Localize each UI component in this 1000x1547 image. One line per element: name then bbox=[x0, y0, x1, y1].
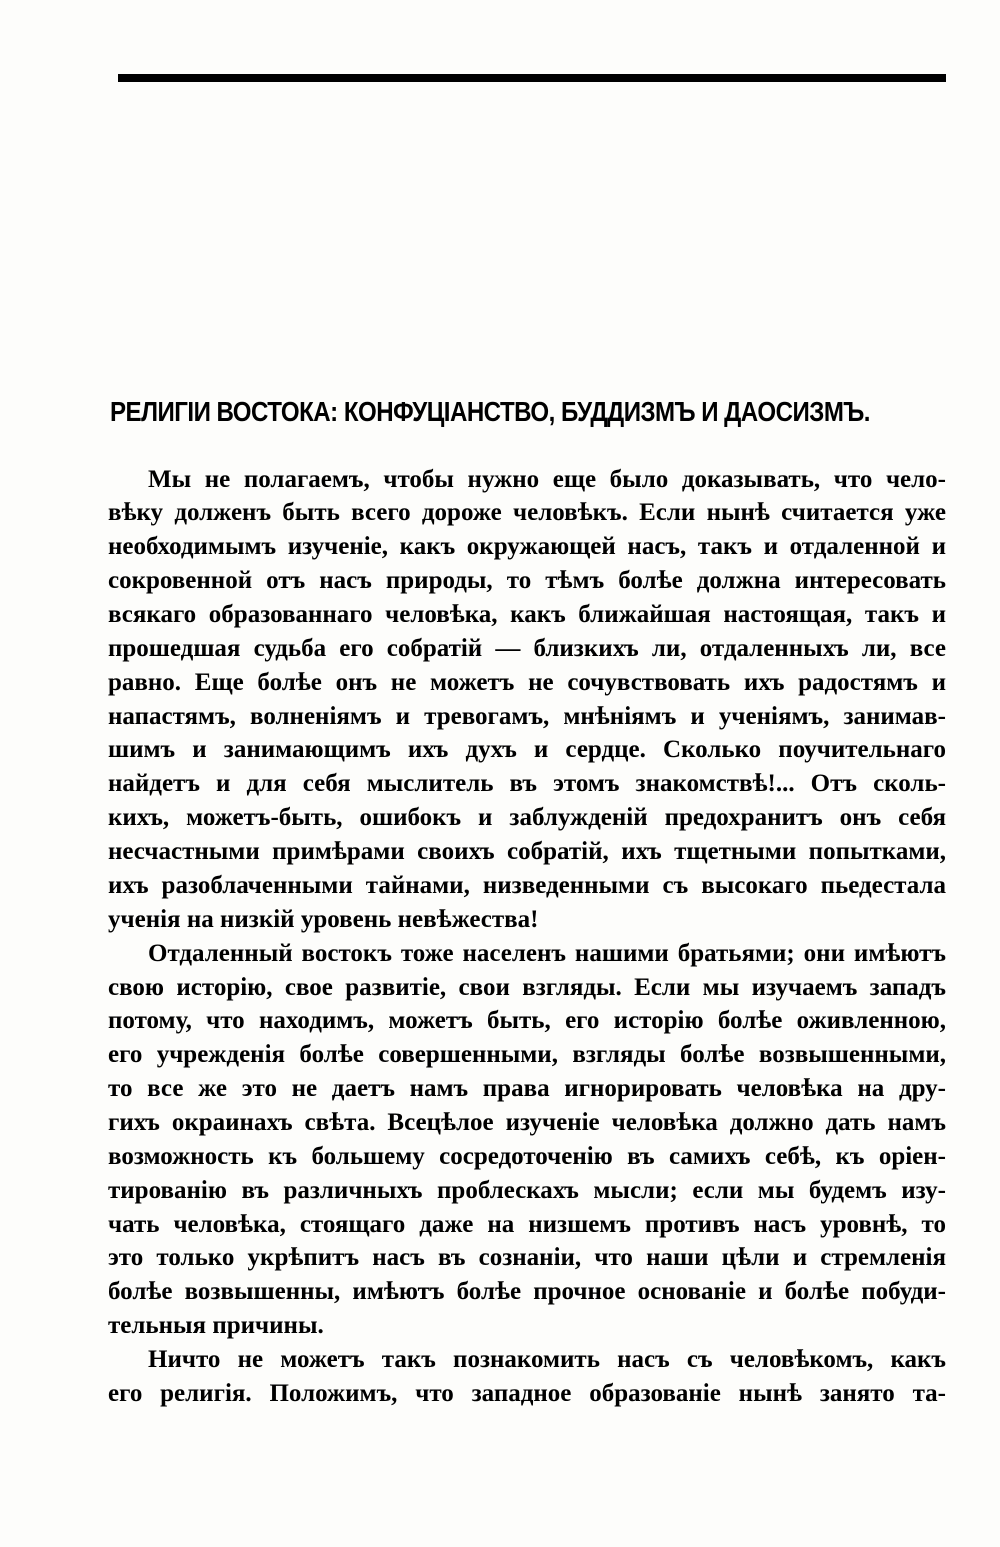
text-line: напастямъ, волненіямъ и тревогамъ, мнѣніямъ и ученіямъ, занимав- bbox=[108, 703, 946, 730]
text-line: кихъ, можетъ-быть, ошибокъ и заблужденій предохранитъ онъ себя bbox=[108, 804, 946, 831]
text-line: прошедшая судьба его собратій — близкихъ ли, отдаленныхъ ли, все bbox=[108, 635, 946, 662]
text-line: его учрежденія болѣе совершенными, взгляды болѣе возвышенными, bbox=[108, 1041, 946, 1068]
text-line: необходимымъ изученіе, какъ окружающей насъ, такъ и отдаленной и bbox=[108, 533, 946, 560]
text-line: то все же это не даетъ намъ права игнорировать человѣка на дру- bbox=[108, 1075, 946, 1102]
text-line: найдетъ и для себя мыслитель въ этомъ знакомствѣ!... Отъ сколь- bbox=[108, 770, 946, 797]
text-line: тированію въ различныхъ проблескахъ мысли; если мы будемъ изу- bbox=[108, 1177, 946, 1204]
text-line: сокровенной отъ насъ природы, то тѣмъ болѣе должна интересовать bbox=[108, 567, 946, 594]
text-line: гихъ окраинахъ свѣта. Всецѣлое изученіе человѣка должно дать намъ bbox=[108, 1109, 946, 1136]
text-line: возможность къ большему сосредоточенію въ самихъ себѣ, къ оріен- bbox=[108, 1143, 946, 1170]
top-rule bbox=[118, 74, 946, 82]
text-line: это только укрѣпитъ насъ въ сознаніи, что наши цѣли и стремленія bbox=[108, 1244, 946, 1271]
text-line: шимъ и занимающимъ ихъ духъ и сердце. Сколько поучительнаго bbox=[108, 736, 946, 763]
text-line: Мы не полагаемъ, чтобы нужно еще было доказывать, что чело- bbox=[148, 466, 946, 493]
chapter-title: РЕЛИГІИ ВОСТОКА: КОНФУЦІАНСТВО, БУДДИЗМЪ И ДАОСИЗМЪ. bbox=[110, 396, 870, 427]
text-line: равно. Еще болѣе онъ не можетъ не сочувствовать ихъ радостямъ и bbox=[108, 669, 946, 696]
text-line: Отдаленный востокъ тоже населенъ нашими братьями; они имѣютъ bbox=[148, 940, 946, 967]
text-line: всякаго образованнаго человѣка, какъ ближайшая настоящая, такъ и bbox=[108, 601, 946, 628]
text-line: свою исторію, свое развитіе, свои взгляды. Если мы изучаемъ западъ bbox=[108, 974, 946, 1001]
text-line: вѣку долженъ быть всего дороже человѣкъ. Если нынѣ считается уже bbox=[108, 499, 946, 526]
text-line: ученія на низкій уровень невѣжества! bbox=[108, 906, 539, 933]
text-line: ихъ разоблаченными тайнами, низведенными съ высокаго пьедестала bbox=[108, 872, 946, 899]
text-line: Ничто не можетъ такъ познакомить насъ съ человѣкомъ, какъ bbox=[148, 1346, 946, 1373]
text-line: тельныя причины. bbox=[108, 1312, 324, 1339]
text-line: болѣе возвышенны, имѣютъ болѣе прочное основаніе и болѣе побуди- bbox=[108, 1278, 946, 1305]
text-line: его религія. Положимъ, что западное образованіе нынѣ занято та- bbox=[108, 1380, 946, 1407]
text-line: чать человѣка, стоящаго даже на низшемъ противъ насъ уровнѣ, то bbox=[108, 1211, 946, 1238]
text-line: потому, что находимъ, можетъ быть, его исторію болѣе оживленною, bbox=[108, 1007, 946, 1034]
text-line: несчастными примѣрами своихъ собратій, ихъ тщетными попытками, bbox=[108, 838, 946, 865]
